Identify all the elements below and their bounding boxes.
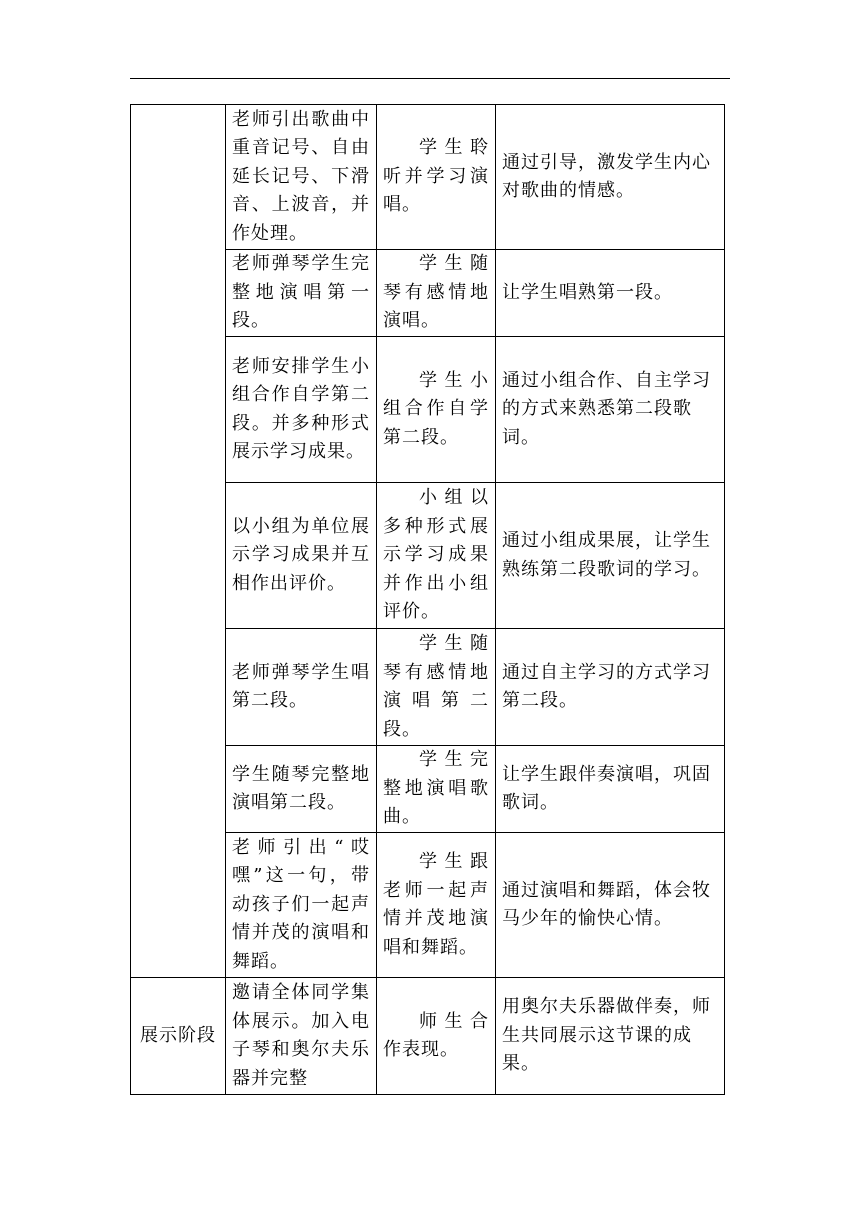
- teacher-activity-cell: 以小组为单位展示学习成果并互相作出评价。: [226, 483, 377, 629]
- student-activity-cell: 师生合作表现。: [377, 978, 496, 1095]
- teacher-activity-cell: 老师弹琴学生完整地演唱第一段。: [226, 250, 377, 337]
- student-activity-cell: 学生小组合作自学第二段。: [377, 337, 496, 483]
- design-purpose-cell: 让学生唱熟第一段。: [496, 250, 725, 337]
- student-activity-cell: 学生跟老师一起声情并茂地演唱和舞蹈。: [377, 833, 496, 978]
- design-purpose-cell: 通过引导，激发学生内心对歌曲的情感。: [496, 105, 725, 250]
- lesson-plan-table: [130, 104, 725, 1095]
- design-purpose-cell: 用奥尔夫乐器做伴奏，师生共同展示这节课的成果。: [496, 978, 725, 1095]
- teacher-activity-cell: 老师安排学生小组合作自学第二段。并多种形式展示学习成果。: [226, 337, 377, 483]
- teacher-activity-cell: 学生随琴完整地演唱第二段。: [226, 746, 377, 833]
- student-activity-cell: 学生完整地演唱歌曲。: [377, 746, 496, 833]
- teacher-activity-cell: 老师引出“哎嘿”这一句，带动孩子们一起声情并茂的演唱和舞蹈。: [226, 833, 377, 978]
- design-purpose-cell: 让学生跟伴奏演唱，巩固歌词。: [496, 746, 725, 833]
- student-activity-cell: 学生随琴有感情地演唱。: [377, 250, 496, 337]
- design-purpose-cell: 通过自主学习的方式学习第二段。: [496, 629, 725, 746]
- stage-cell: 展示阶段: [131, 978, 226, 1095]
- student-activity-cell: 学生聆听并学习演唱。: [377, 105, 496, 250]
- design-purpose-cell: 通过小组成果展，让学生熟练第二段歌词的学习。: [496, 483, 725, 629]
- teacher-activity-cell: 邀请全体同学集体展示。加入电子琴和奥尔夫乐器并完整: [226, 978, 377, 1095]
- student-activity-cell: 学生随琴有感情地演唱第二段。: [377, 629, 496, 746]
- design-purpose-cell: 通过小组合作、自主学习的方式来熟悉第二段歌词。: [496, 337, 725, 483]
- teacher-activity-cell: 老师引出歌曲中重音记号、自由延长记号、下滑音、上波音，并作处理。: [226, 105, 377, 250]
- header-rule: [130, 78, 730, 79]
- stage-cell-empty: [131, 105, 226, 978]
- teacher-activity-cell: 老师弹琴学生唱第二段。: [226, 629, 377, 746]
- student-activity-cell: 小组以多种形式展示学习成果并作出小组评价。: [377, 483, 496, 629]
- table-row: [131, 978, 725, 1095]
- design-purpose-cell: 通过演唱和舞蹈，体会牧马少年的愉快心情。: [496, 833, 725, 978]
- table-row: [131, 105, 725, 250]
